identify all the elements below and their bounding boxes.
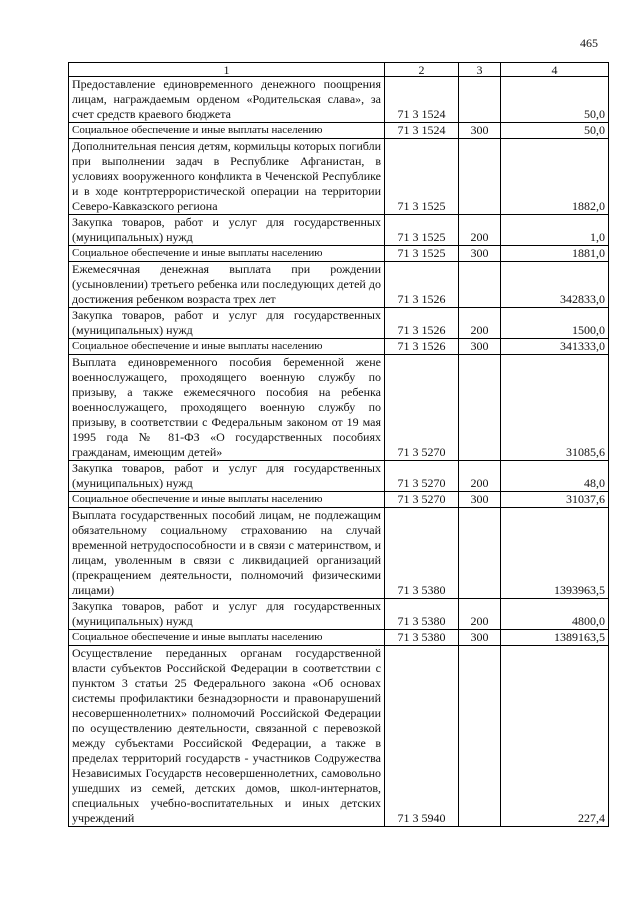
- row-expense-type: 200: [459, 599, 501, 630]
- row-target-code: 71 3 5940: [385, 646, 459, 827]
- row-target-code: 71 3 5270: [385, 355, 459, 461]
- table-row: [69, 246, 609, 262]
- row-target-code: 71 3 5380: [385, 508, 459, 599]
- row-description: Социальное обеспечение и иные выплаты населению: [69, 630, 385, 646]
- row-description: Закупка товаров, работ и услуг для государственных (муниципальных) нужд: [69, 461, 385, 492]
- row-amount: 341333,0: [501, 339, 609, 355]
- row-amount: 227,4: [501, 646, 609, 827]
- row-target-code: 71 3 1524: [385, 77, 459, 123]
- table-row: [69, 262, 609, 308]
- row-expense-type: 300: [459, 246, 501, 262]
- row-description: Выплата государственных пособий лицам, не подлежащим обязательному социальному страхованию на случай временной нетрудоспособности и в связи с материнством, и лицам, уволенным в связи с ликвидацией организаций (прекращением деятельности, полномочий физическими лицами): [69, 508, 385, 599]
- row-amount: 48,0: [501, 461, 609, 492]
- row-expense-type: [459, 355, 501, 461]
- row-description: Закупка товаров, работ и услуг для государственных (муниципальных) нужд: [69, 308, 385, 339]
- row-amount: 50,0: [501, 77, 609, 123]
- table-row: [69, 630, 609, 646]
- row-description: Предоставление единовременного денежного поощрения лицам, награждаемым орденом «Родительская слава», за счет средств краевого бюджета: [69, 77, 385, 123]
- row-expense-type: 200: [459, 461, 501, 492]
- row-expense-type: 300: [459, 123, 501, 139]
- row-expense-type: [459, 77, 501, 123]
- row-target-code: 71 3 5380: [385, 630, 459, 646]
- row-target-code: 71 3 1525: [385, 139, 459, 215]
- row-description: Осуществление переданных органам государственной власти субъектов Российской Федерации в соответствии с пунктом 3 статьи 25 Федерального закона «Об основах системы профилактики безнадзорности и правонарушений несовершеннолетних» полномочий Российской Федерации по осуществлению деятельности, связанной с перевозкой между субъектами Российской Федерации, а также в пределах территорий государств - участников Содружества Независимых Государств несовершеннолетних, самовольно ушедших из семей, детских домов, школ-интернатов, специальных учебно-воспитательных и иных детских учреждений: [69, 646, 385, 827]
- table-row: [69, 599, 609, 630]
- table-header-row: [69, 63, 609, 77]
- row-expense-type: [459, 646, 501, 827]
- row-amount: 1881,0: [501, 246, 609, 262]
- table-row: [69, 492, 609, 508]
- row-target-code: 71 3 5270: [385, 492, 459, 508]
- column-header-3: 3: [459, 63, 501, 77]
- column-header-1: 1: [69, 63, 385, 77]
- table-row: [69, 355, 609, 461]
- row-target-code: 71 3 1526: [385, 308, 459, 339]
- row-description: Выплата единовременного пособия беременной жене военнослужащего, проходящего военную службу по призыву, а также ежемесячного пособия на ребенка военнослужащего, проходящего военную службу по призыву, в соответствии с Федеральным законом от 19 мая 1995 года № 81-ФЗ «О государственных пособиях гражданам, имеющим детей»: [69, 355, 385, 461]
- table-row: [69, 508, 609, 599]
- row-expense-type: [459, 262, 501, 308]
- row-amount: 31037,6: [501, 492, 609, 508]
- row-expense-type: [459, 139, 501, 215]
- row-amount: 1882,0: [501, 139, 609, 215]
- row-expense-type: 300: [459, 339, 501, 355]
- table-row: [69, 139, 609, 215]
- row-target-code: 71 3 1526: [385, 339, 459, 355]
- table-row: [69, 77, 609, 123]
- row-expense-type: 200: [459, 215, 501, 246]
- row-amount: 1389163,5: [501, 630, 609, 646]
- row-target-code: 71 3 5380: [385, 599, 459, 630]
- table-row: [69, 461, 609, 492]
- row-target-code: 71 3 1526: [385, 262, 459, 308]
- row-expense-type: 200: [459, 308, 501, 339]
- row-amount: 1393963,5: [501, 508, 609, 599]
- table-row: [69, 339, 609, 355]
- table-row: [69, 215, 609, 246]
- table-row: [69, 123, 609, 139]
- row-description: Социальное обеспечение и иные выплаты населению: [69, 492, 385, 508]
- row-target-code: 71 3 1524: [385, 123, 459, 139]
- row-amount: 1,0: [501, 215, 609, 246]
- row-target-code: 71 3 5270: [385, 461, 459, 492]
- row-amount: 342833,0: [501, 262, 609, 308]
- row-expense-type: 300: [459, 492, 501, 508]
- row-amount: 1500,0: [501, 308, 609, 339]
- row-description: Закупка товаров, работ и услуг для государственных (муниципальных) нужд: [69, 215, 385, 246]
- row-expense-type: [459, 508, 501, 599]
- row-amount: 50,0: [501, 123, 609, 139]
- row-description: Ежемесячная денежная выплата при рождении (усыновлении) третьего ребенка или последующих детей до достижения ребенком возраста трех лет: [69, 262, 385, 308]
- table-row: [69, 646, 609, 827]
- row-description: Социальное обеспечение и иные выплаты населению: [69, 246, 385, 262]
- row-description: Закупка товаров, работ и услуг для государственных (муниципальных) нужд: [69, 599, 385, 630]
- row-description: Социальное обеспечение и иные выплаты населению: [69, 123, 385, 139]
- row-amount: 4800,0: [501, 599, 609, 630]
- row-expense-type: 300: [459, 630, 501, 646]
- column-header-2: 2: [385, 63, 459, 77]
- row-description: Социальное обеспечение и иные выплаты населению: [69, 339, 385, 355]
- row-description: Дополнительная пенсия детям, кормильцы которых погибли при выполнении задач в Республике Афганистан, в условиях вооруженного конфликта в Чеченской Республике и в ходе контртеррористической операции на территории Северо-Кавказского региона: [69, 139, 385, 215]
- row-amount: 31085,6: [501, 355, 609, 461]
- row-target-code: 71 3 1525: [385, 246, 459, 262]
- budget-table: [68, 62, 609, 827]
- table-row: [69, 308, 609, 339]
- page-number: 465: [580, 36, 598, 50]
- row-target-code: 71 3 1525: [385, 215, 459, 246]
- column-header-4: 4: [501, 63, 609, 77]
